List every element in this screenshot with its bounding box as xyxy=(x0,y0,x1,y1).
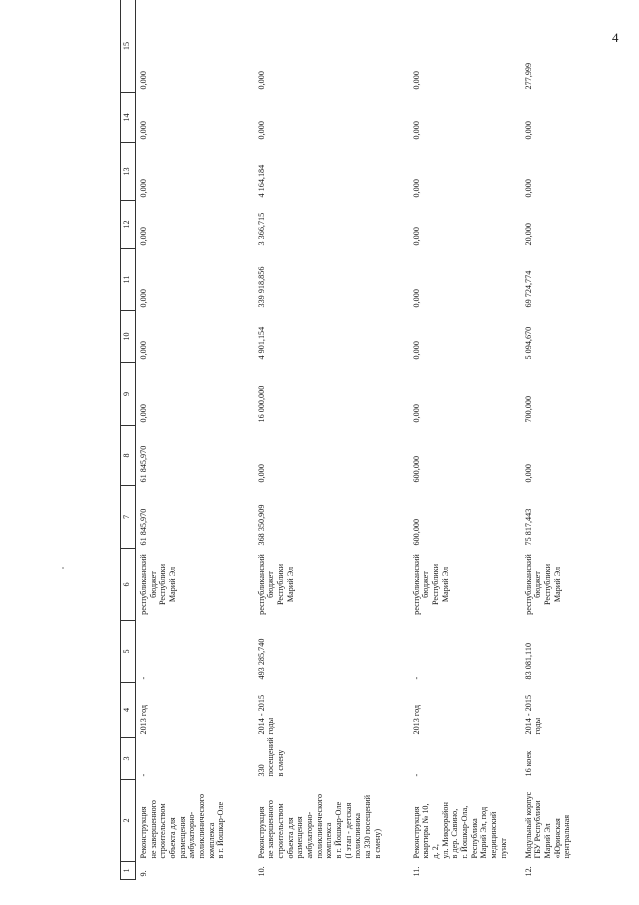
value-cell: 600,000 xyxy=(411,455,421,483)
page-number: 4 xyxy=(612,30,619,45)
header-cell: 4 xyxy=(121,683,136,738)
value-cell: 3 366,715 xyxy=(256,212,266,246)
capacity: 330 посещений в смену xyxy=(256,737,285,777)
value-cell: 75 817,443 xyxy=(523,508,533,546)
capacity: - xyxy=(411,773,421,777)
value-cell: 4 901,154 xyxy=(256,326,266,360)
header-cell: 12 xyxy=(121,201,136,249)
period: 2013 год xyxy=(139,704,148,735)
value-cell: 0,000 xyxy=(139,179,148,198)
value-cell: 4 164,184 xyxy=(256,164,266,198)
financing-table xyxy=(120,0,572,880)
header-cell: 11 xyxy=(121,249,136,311)
value-cell: 700,000 xyxy=(523,395,533,423)
value-cell: 0,000 xyxy=(523,121,533,140)
header-cell: 1 xyxy=(121,862,136,880)
value-cell: 20,000 xyxy=(523,222,533,246)
object-name: Модульный корпус ГБУ Республики Марий Эл «Юринская центральная xyxy=(523,791,572,859)
table-row xyxy=(254,0,409,880)
header-cell: 14 xyxy=(121,93,136,143)
header-cell: 13 xyxy=(121,143,136,201)
period: 2013 год xyxy=(411,704,421,735)
object-name: Реконструкция не завершенного строительством объекта для размещения амбулаторно- поликлинического комплекса в г. Йошкар-Оле (I этап - детская поликлиника на 330 посещений в смену) xyxy=(256,793,382,859)
header-cell: 3 xyxy=(121,738,136,780)
value-cell: 61 845,970 xyxy=(139,508,148,546)
table-row xyxy=(409,0,521,880)
estimate-cost: - xyxy=(411,676,421,680)
period: 2014 - 2015 годы xyxy=(523,694,543,735)
estimate-cost: 493 285,740 xyxy=(256,638,266,680)
funding-source: республиканский бюджет Республики Марий Эл xyxy=(139,554,178,615)
value-cell: 600,000 xyxy=(411,518,421,546)
value-cell: 5 094,670 xyxy=(523,326,533,360)
header-cell: 8 xyxy=(121,426,136,486)
object-name: Реконструкция квартиры № 10, д. 2, ул. Микрорайон в дер. Савино, г. Йошкар-Ола, Республика Марий Эл, под медицинский пункт xyxy=(411,802,508,859)
estimate-cost: - xyxy=(139,676,148,680)
header-cell: 7 xyxy=(121,486,136,549)
header-cell: 10 xyxy=(121,311,136,363)
row-number: 10. xyxy=(256,866,266,877)
value-cell: 61 845,970 xyxy=(139,445,148,483)
value-cell: 0,000 xyxy=(256,121,266,140)
column-number-header xyxy=(121,0,136,880)
value-cell: 0,000 xyxy=(139,404,148,423)
table-row xyxy=(136,0,254,880)
header-cell: 2 xyxy=(121,780,136,862)
rotated-table-wrapper xyxy=(120,40,572,880)
value-cell: 0,000 xyxy=(411,121,421,140)
value-cell: 0,000 xyxy=(256,71,266,90)
value-cell: 16 000,000 xyxy=(256,385,266,423)
value-cell: 277,999 xyxy=(523,62,533,90)
value-cell: 0,000 xyxy=(411,71,421,90)
funding-source: республиканский бюджет Республики Марий Эл xyxy=(256,554,295,615)
value-cell: 0,000 xyxy=(139,121,148,140)
capacity: - xyxy=(139,773,148,777)
value-cell: 339 918,856 xyxy=(256,266,266,308)
object-name: Реконструкция не завершенного строительством объекта для размещения амбулаторно- поликлинического комплекса в г. Йошкар-Оле xyxy=(139,793,226,859)
value-cell: 69 724,774 xyxy=(523,270,533,308)
value-cell: 0,000 xyxy=(139,341,148,360)
funding-source: республиканский бюджет Республики Марий Эл xyxy=(411,554,450,615)
value-cell: 368 350,909 xyxy=(256,504,266,546)
value-cell: 0,000 xyxy=(139,71,148,90)
value-cell: 0,000 xyxy=(411,289,421,308)
table-row xyxy=(521,0,572,880)
header-cell: 5 xyxy=(121,621,136,683)
value-cell: 0,000 xyxy=(411,179,421,198)
period: 2014 - 2015 годы xyxy=(256,694,276,735)
row-number: 9. xyxy=(139,870,148,877)
capacity: 16 коек xyxy=(523,750,533,777)
row-number: 11. xyxy=(411,866,421,877)
funding-source: республиканский бюджет Республики Марий Эл xyxy=(523,554,562,615)
header-cell: 15 xyxy=(121,0,136,93)
value-cell: 0,000 xyxy=(411,227,421,246)
estimate-cost: 83 081,110 xyxy=(523,642,533,680)
value-cell: 0,000 xyxy=(256,464,266,483)
value-cell: 0,000 xyxy=(139,289,148,308)
value-cell: 0,000 xyxy=(523,179,533,198)
value-cell: 0,000 xyxy=(523,464,533,483)
header-cell: 6 xyxy=(121,549,136,621)
value-cell: 0,000 xyxy=(411,341,421,360)
value-cell: 0,000 xyxy=(139,227,148,246)
row-number: 12. xyxy=(523,866,533,877)
scan-speck xyxy=(62,567,64,569)
header-cell: 9 xyxy=(121,363,136,426)
value-cell: 0,000 xyxy=(411,404,421,423)
